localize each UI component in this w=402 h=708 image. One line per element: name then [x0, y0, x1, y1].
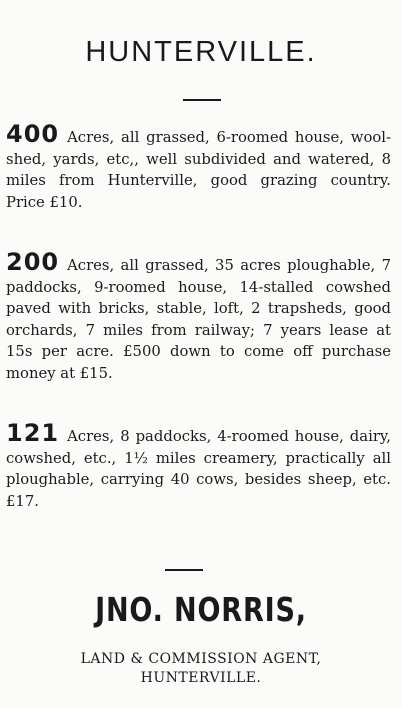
agent-location: HUNTERVILLE.: [140, 670, 262, 686]
advert-heading: HUNTERVILLE.: [85, 36, 317, 68]
listing-acreage: 400: [6, 120, 60, 148]
agent-name: JNO. NORRIS,: [95, 590, 307, 629]
listing-description: Acres, 8 paddocks, 4-roomed house, dairy, cowshed, etc., 1½ miles creamery, practically all ploughable, carrying 40 cows, besides sheep, etc. £17.: [6, 428, 391, 510]
listing-acreage: 200: [6, 248, 60, 276]
listing-description: Acres, all grassed, 35 acres ploughable, 7 paddocks, 9-roomed house, 14-stalled cowshed paved with bricks, stable, loft, 2 trapsheds, good orchards, 7 miles from railway; 7 years lease at 15s per acre. £500 down to come off purchase money at £15.: [6, 257, 391, 382]
listing-200-acres: [6, 248, 391, 384]
listing-acreage: 121: [6, 419, 60, 447]
listing-400-acres: [6, 120, 391, 213]
divider-rule-bottom: [165, 569, 203, 571]
divider-rule-top: [183, 99, 221, 101]
listing-121-acres: [6, 419, 391, 512]
listing-description: Acres, all grassed, 6-roomed house, wool-shed, yards, etc,, well subdivided and watered, 8 miles from Hunterville, good grazing country. Price £10.: [6, 129, 391, 211]
agent-title: LAND & COMMISSION AGENT,: [80, 651, 322, 667]
agent-signature-block: [0, 650, 402, 688]
